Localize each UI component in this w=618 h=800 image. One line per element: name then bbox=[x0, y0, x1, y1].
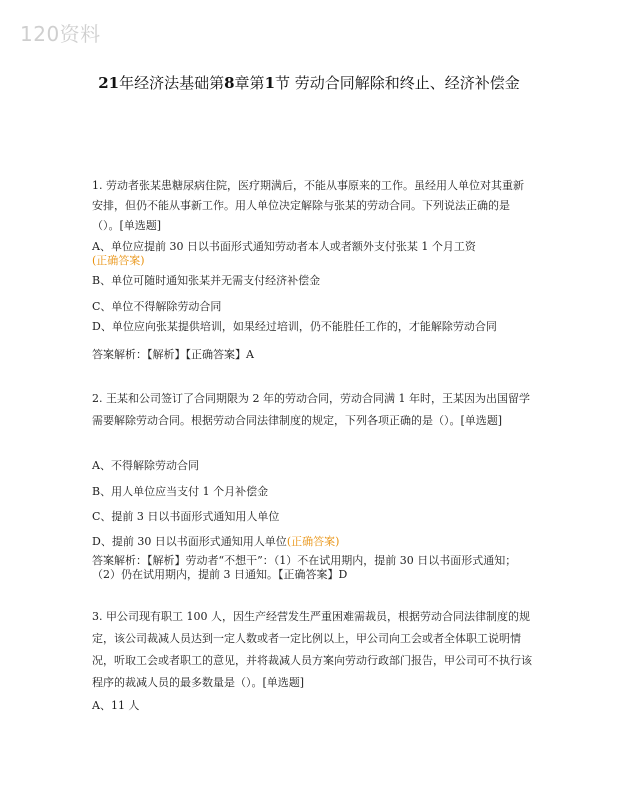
question-3-option-a[interactable]: A、11 人 bbox=[92, 699, 140, 712]
title-section-number: 1 bbox=[264, 74, 275, 92]
question-1-analysis: 答案解析：【解析】【正确答案】A bbox=[92, 348, 254, 361]
title-text-2: 章第 bbox=[234, 74, 265, 92]
correct-answer-tag: (正确答案) bbox=[286, 535, 340, 548]
title-chapter-number: 8 bbox=[224, 74, 235, 92]
question-2-option-c[interactable]: C、提前 3 日以书面形式通知用人单位 bbox=[92, 510, 280, 523]
question-2-stem: 2. 王某和公司签订了合同期限为 2 年的劳动合同，劳动合同满 1 年时，王某因为出国留学需要解除劳动合同。根据劳动合同法律制度的规定，下列各项正确的是（）。[单选题] bbox=[92, 392, 530, 427]
question-2-analysis: 答案解析：【解析】劳动者“不想干”：（1）不在试用期内，提前 30 日以书面形式通知；（2）仍在试用期内，提前 3 日通知。【正确答案】D bbox=[92, 554, 517, 581]
page-title bbox=[80, 70, 538, 96]
question-2-option-b[interactable]: B、用人单位应当支付 1 个月补偿金 bbox=[92, 485, 269, 498]
question-1-stem: 1. 劳动者张某患糖尿病住院，医疗期满后，不能从事原来的工作。虽经用人单位对其重新安排，但仍不能从事新工作。用人单位决定解除与张某的劳动合同。下列说法正确的是（）。[单选题] bbox=[92, 179, 524, 232]
question-1-option-b[interactable]: B、单位可随时通知张某并无需支付经济补偿金 bbox=[92, 274, 321, 287]
option-text: A、单位应提前 30 日以书面形式通知劳动者本人或者额外支付张某 1 个月工资 bbox=[92, 240, 476, 253]
title-year: 21 bbox=[98, 74, 120, 92]
option-text: D、提前 30 日以书面形式通知用人单位 bbox=[92, 535, 287, 548]
correct-answer-tag: (正确答案) bbox=[92, 254, 145, 267]
watermark-logo: 120资料 bbox=[20, 22, 101, 46]
question-1-option-d[interactable]: D、单位应向张某提供培训，如果经过培训，仍不能胜任工作的，才能解除劳动合同 bbox=[92, 320, 497, 333]
question-2-option-d[interactable] bbox=[92, 535, 532, 549]
title-text-3: 节 劳动合同解除和终止、经济补偿金 bbox=[275, 74, 520, 92]
question-2-option-a[interactable]: A、不得解除劳动合同 bbox=[92, 459, 199, 472]
question-3-stem: 3. 甲公司现有职工 100 人，因生产经营发生严重困难需裁员，根据劳动合同法律制度的规定，该公司裁减人员达到一定人数或者一定比例以上，甲公司向工会或者全体职工说明情况，听取工会或者职工的意见，并将裁减人员方案向劳动行政部门报告，甲公司可不执行该程序的裁减人员的最多数量是（）。[单选题] bbox=[92, 610, 532, 689]
question-1-option-a[interactable] bbox=[92, 240, 532, 268]
question-1-option-c[interactable]: C、单位不得解除劳动合同 bbox=[92, 300, 222, 313]
title-text-1: 年经济法基础第 bbox=[119, 74, 225, 92]
